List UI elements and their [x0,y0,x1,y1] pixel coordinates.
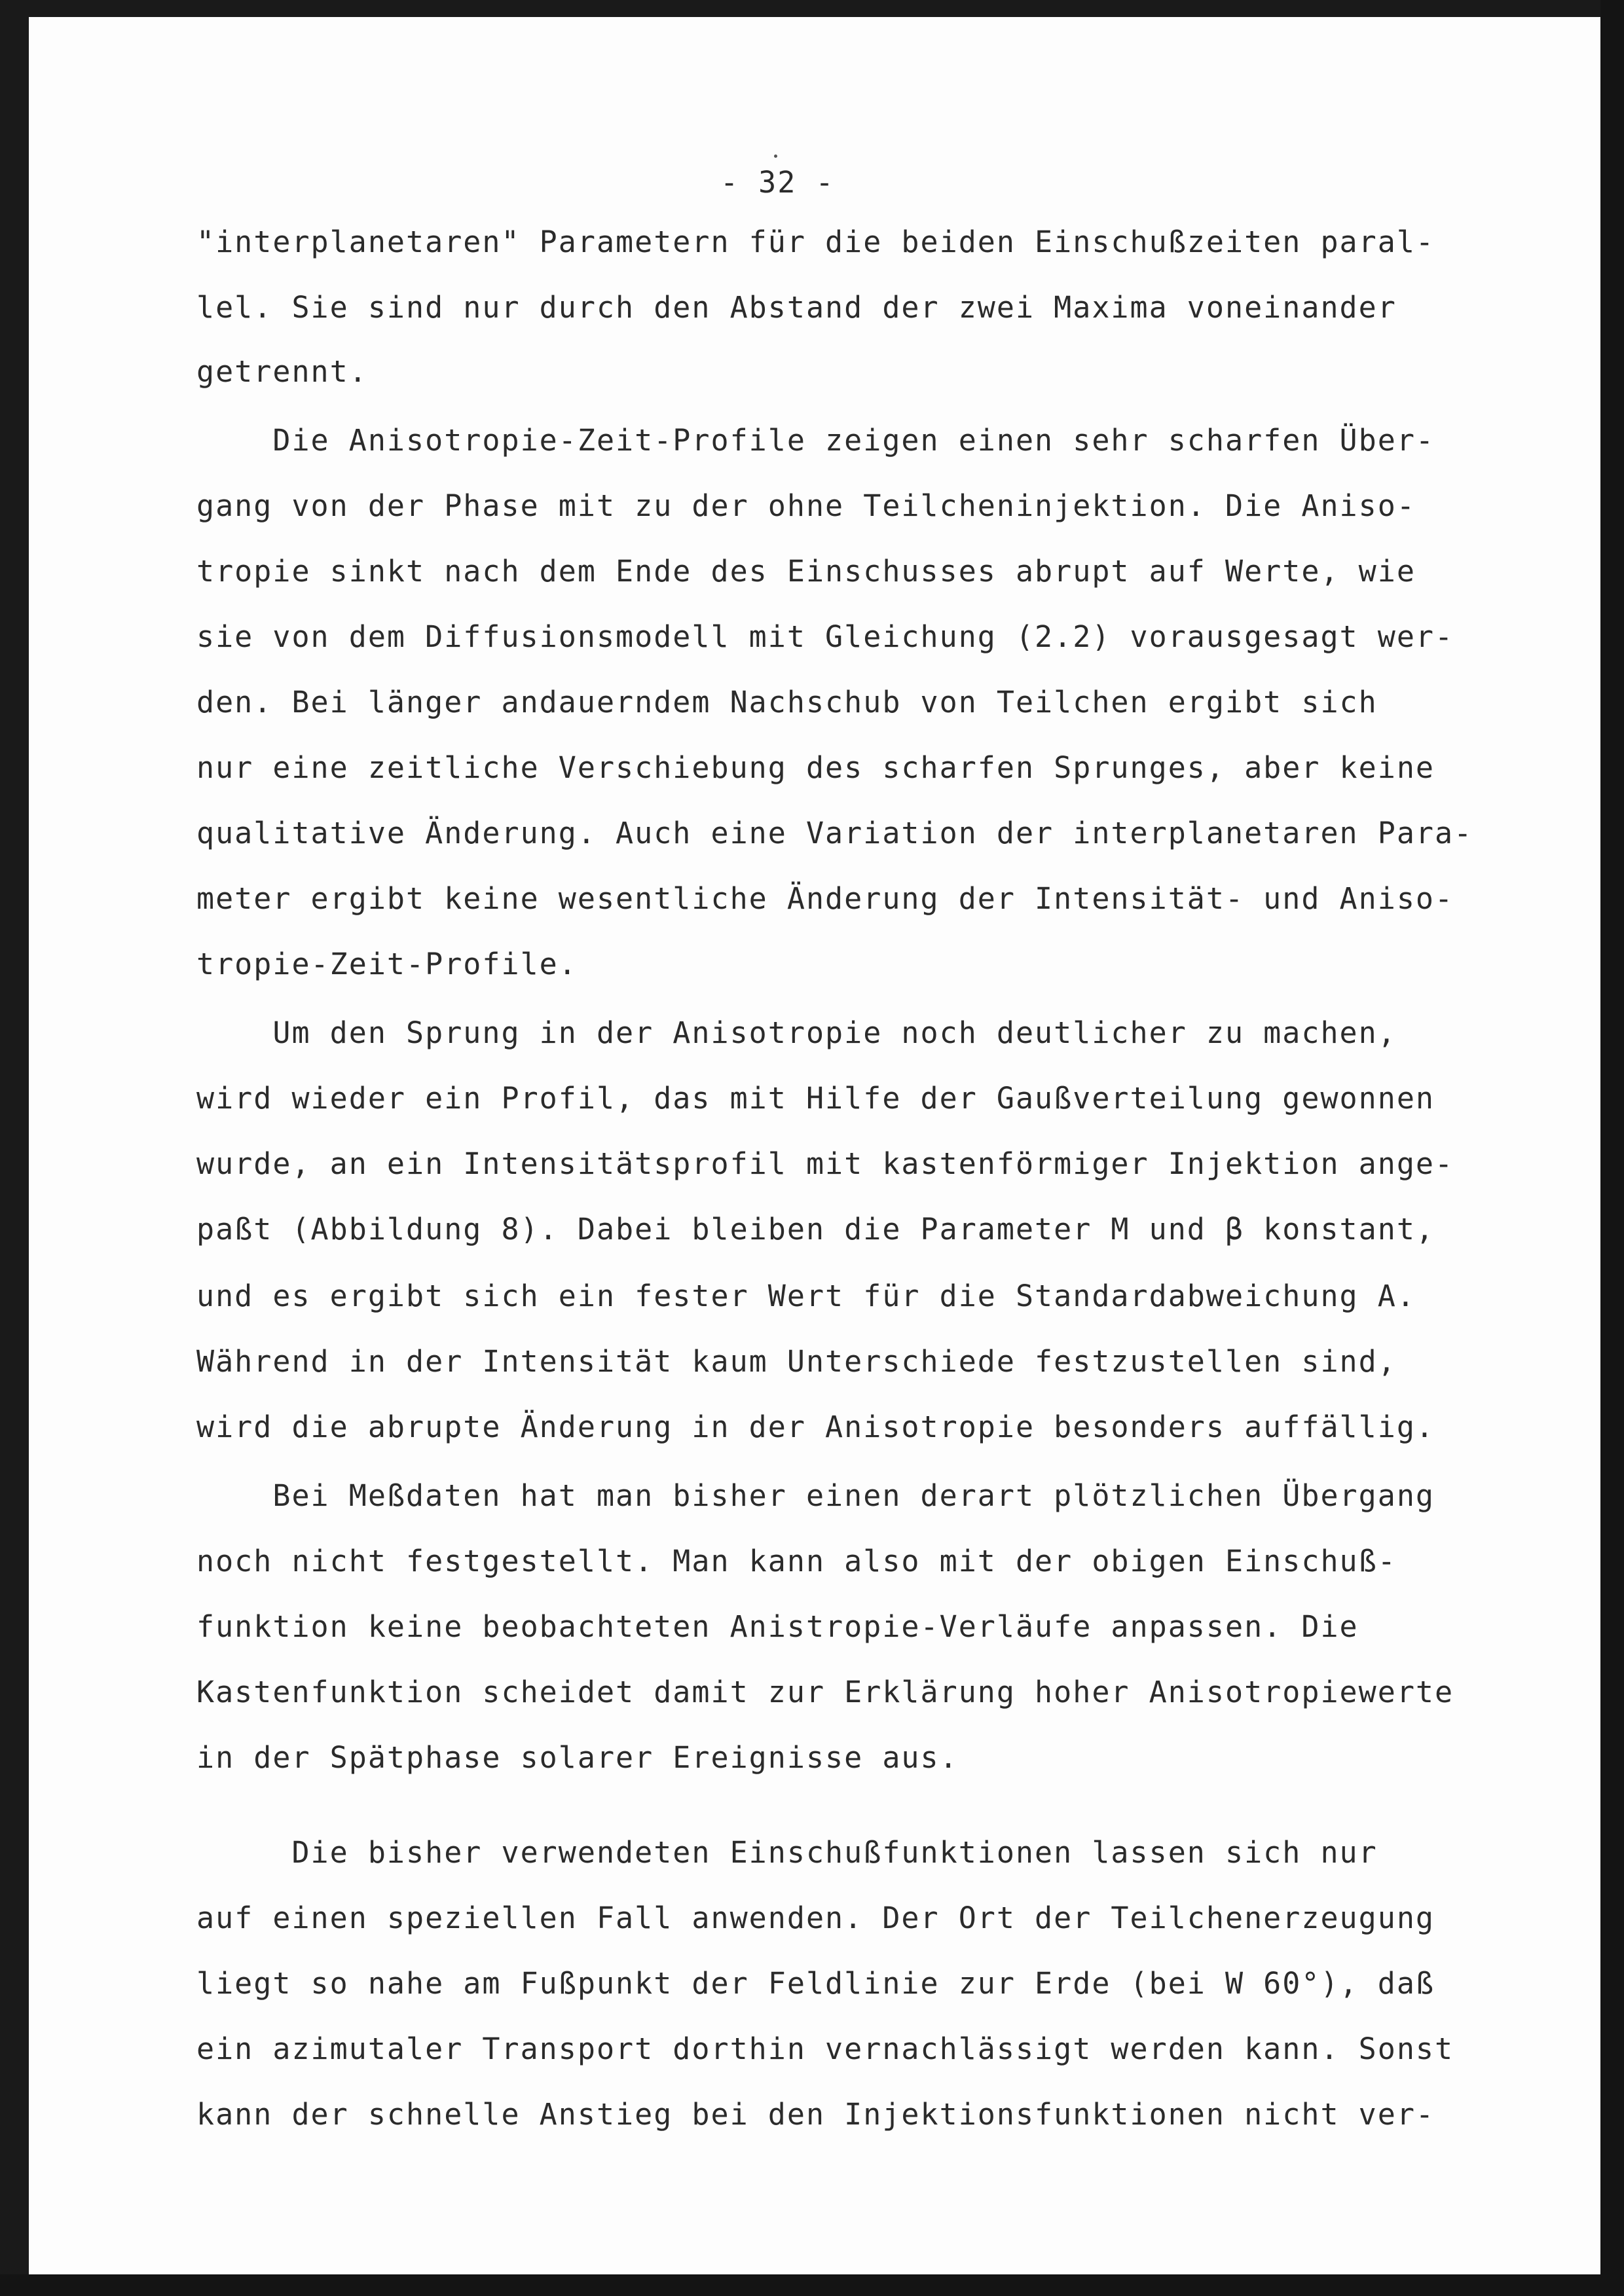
text-line: "interplanetaren" Parametern für die beiden Einschußzeiten paral- [196,225,1435,259]
text-line: Um den Sprung in der Anisotropie noch deutlicher zu machen, [196,1015,1397,1050]
text-line: und es ergibt sich ein fester Wert für die Standardabweichung A. [196,1279,1416,1313]
text-line: tropie sinkt nach dem Ende des Einschusses abrupt auf Werte, wie [196,554,1416,589]
text-line: Die Anisotropie-Zeit-Profile zeigen einen sehr scharfen Über- [196,423,1435,458]
text-line: den. Bei länger andauerndem Nachschub von Teilchen ergibt sich [196,685,1378,720]
text-line: Bei Meßdaten hat man bisher einen derart plötzlichen Übergang [196,1478,1435,1513]
text-line: meter ergibt keine wesentliche Änderung der Intensität- und Aniso- [196,881,1454,916]
text-line: kann der schnelle Anstieg bei den Injektionsfunktionen nicht ver- [196,2097,1435,2132]
text-line: wird die abrupte Änderung in der Anisotropie besonders auffällig. [196,1410,1435,1444]
text-line: Kastenfunktion scheidet damit zur Erklärung hoher Anisotropiewerte [196,1675,1454,1709]
text-line: wurde, an ein Intensitätsprofil mit kastenförmiger Injektion ange- [196,1146,1454,1181]
text-line: gang von der Phase mit zu der ohne Teilcheninjektion. Die Aniso- [196,488,1416,523]
text-line: auf einen speziellen Fall anwenden. Der Ort der Teilchenerzeugung [196,1901,1435,1935]
text-line: sie von dem Diffusionsmodell mit Gleichung (2.2) vorausgesagt wer- [196,619,1454,654]
text-line: in der Spätphase solarer Ereignisse aus. [196,1740,959,1775]
text-line: wird wieder ein Profil, das mit Hilfe der Gaußverteilung gewonnen [196,1081,1435,1116]
text-line: qualitative Änderung. Auch eine Variation der interplanetaren Para- [196,816,1473,850]
body-text [196,0,1532,2132]
text-line: funktion keine beobachteten Anistropie-Verläufe anpassen. Die [196,1609,1359,1644]
text-line: getrennt. [196,354,368,389]
scan-border-bottom [0,2274,1624,2296]
scan-border-right [1600,0,1624,2296]
text-line: paßt (Abbildung 8). Dabei bleiben die Parameter M und β konstant, [196,1212,1435,1247]
text-line: Während in der Intensität kaum Unterschiede festzustellen sind, [196,1344,1397,1379]
text-line: ein azimutaler Transport dorthin vernachlässigt werden kann. Sonst [196,2032,1454,2066]
text-line: lel. Sie sind nur durch den Abstand der zwei Maxima voneinander [196,290,1397,325]
text-line: noch nicht festgestellt. Man kann also mit der obigen Einschuß- [196,1544,1397,1578]
text-line: nur eine zeitliche Verschiebung des scharfen Sprunges, aber keine [196,750,1435,785]
page-number: - 32 - [720,165,835,200]
text-line: Die bisher verwendeten Einschußfunktionen lassen sich nur [196,1835,1378,1870]
text-line: tropie-Zeit-Profile. [196,947,578,981]
text-line: liegt so nahe am Fußpunkt der Feldlinie zur Erde (bei W 60°), daß [196,1966,1435,2001]
